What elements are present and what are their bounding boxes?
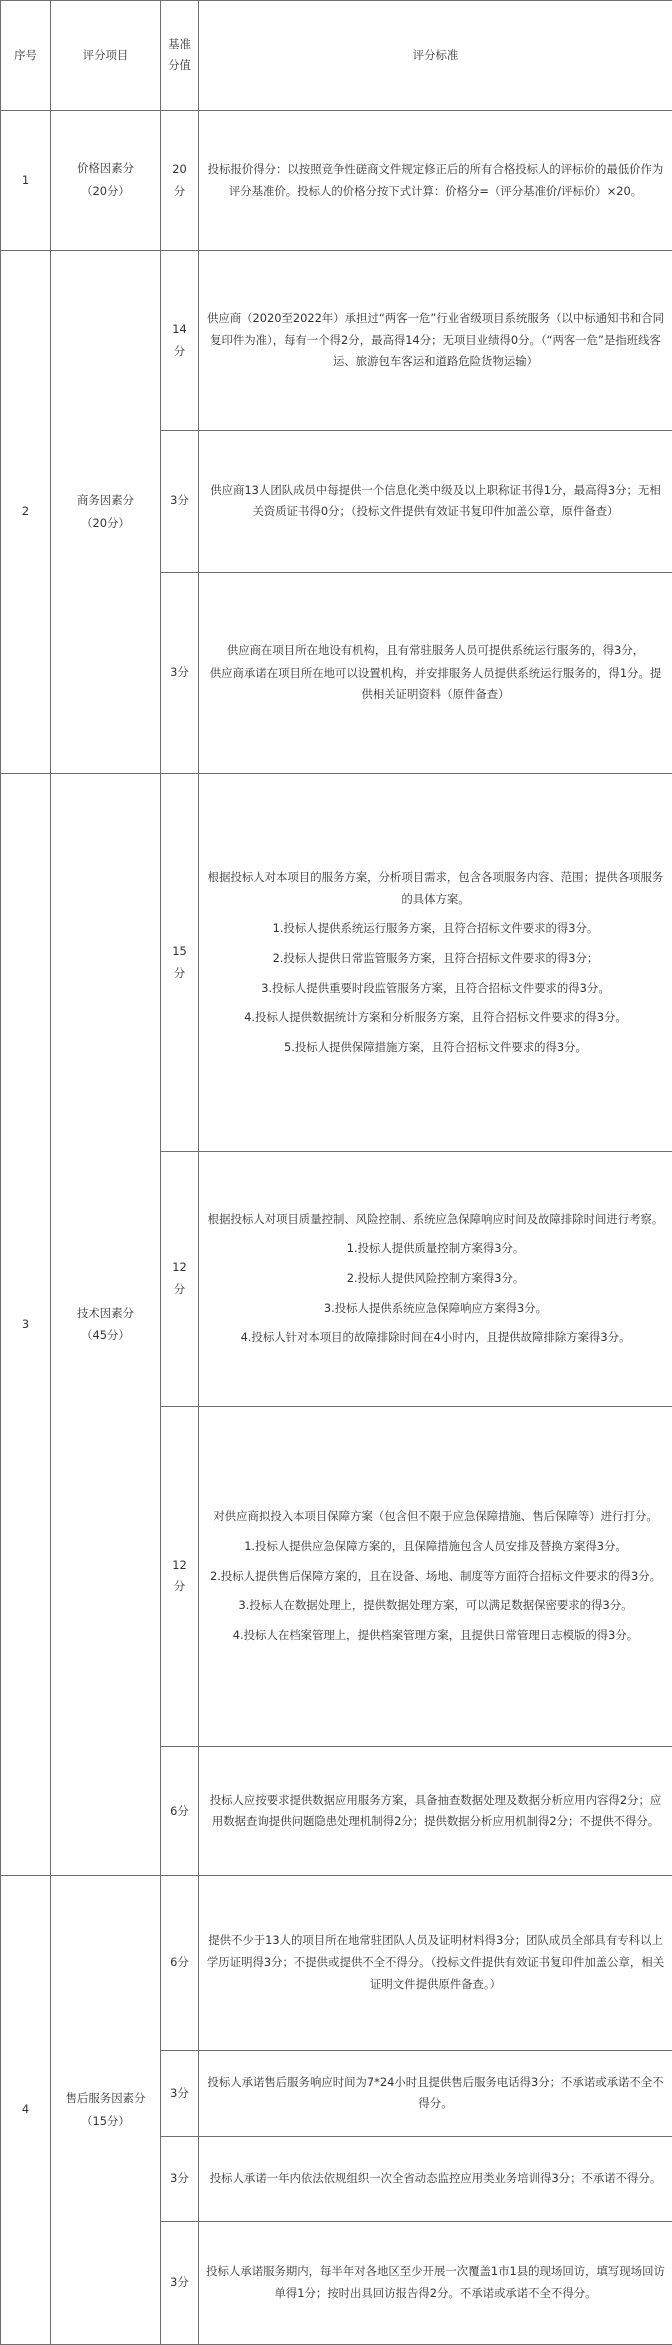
standard-line: 4.投标人提供数据统计方案和分析服务方案，且符合招标文件要求的得3分。 xyxy=(244,1010,627,1025)
group-item-name: 商务因素分 xyxy=(77,493,134,508)
standard-line: 供应商13人团队成员中每提供一个信息化类中级及以上职称证书得1分，最高得3分；无相关资质证书得0分；（投标文件提供有效证书复印件加盖公章，原件备查） xyxy=(210,482,661,519)
standard-line: 4.投标人在档案管理上，提供档案管理方案，且提供日常管理日志模版的得3分。 xyxy=(232,1627,639,1642)
group-item-name: 价格因素分 xyxy=(77,161,134,176)
standard-line: 根据投标人对本项目的服务方案，分析项目需求，包含各项服务内容、范围；提供各项服务的具体方案。 xyxy=(207,869,664,906)
table-row xyxy=(1,251,672,430)
row-standard xyxy=(199,430,672,572)
table-row xyxy=(1,110,672,251)
row-standard xyxy=(199,1747,672,1876)
row-standard xyxy=(199,572,672,773)
header-standard: 评分标准 xyxy=(199,1,672,111)
group-item-points: （45分） xyxy=(81,1328,130,1343)
standard-line: 1.投标人提供质量控制方案得3分。 xyxy=(346,1241,525,1256)
header-item: 评分项目 xyxy=(51,1,161,111)
row-standard xyxy=(199,2222,672,2345)
row-score: 20分 xyxy=(161,110,199,251)
group-item-cell xyxy=(51,774,161,1876)
standard-line: 投标人承诺售后服务响应时间为7*24小时且提供售后服务电话得3分；不承诺或承诺不全不得分。 xyxy=(207,2074,664,2111)
group-item-cell xyxy=(51,1876,161,2345)
standard-line: 投标人应按要求提供数据应用服务方案，具备抽查数据处理及数据分析应用内容得2分；应用数据查询提供问题隐患处理机制得2分；提供数据分析应用机制得2分；不提供不得分。 xyxy=(209,1792,662,1829)
group-item-points: （15分） xyxy=(81,2113,130,2128)
group-item-cell xyxy=(51,110,161,251)
row-standard xyxy=(199,2050,672,2136)
row-standard xyxy=(199,2137,672,2222)
group-item-name: 售后服务因素分 xyxy=(65,2091,146,2106)
row-score: 14分 xyxy=(161,251,199,430)
standard-line: 投标报价得分：以按照竞争性磋商文件规定修正后的所有合格投标人的评标价的最低价作为评分基准价。投标人的价格分按下式计算：价格分=（评分基准价/评标价）×20。 xyxy=(207,161,664,198)
row-standard xyxy=(199,251,672,430)
row-score: 12分 xyxy=(161,1152,199,1406)
row-score: 15分 xyxy=(161,774,199,1152)
table-row xyxy=(1,774,672,1152)
table-header-row xyxy=(1,1,672,111)
row-score: 3分 xyxy=(161,2137,199,2222)
row-score: 6分 xyxy=(161,1876,199,2050)
standard-line: 1.投标人提供应急保障方案的，且保障措施包含人员安排及替换方案得3分。 xyxy=(244,1538,627,1553)
header-score: 基准分值 xyxy=(161,1,199,111)
header-no: 序号 xyxy=(1,1,51,111)
standard-line: 5.投标人提供保障措施方案，且符合招标文件要求的得3分。 xyxy=(284,1039,587,1054)
standard-line: 2.投标人提供风险控制方案得3分。 xyxy=(346,1271,525,1286)
row-standard xyxy=(199,110,672,251)
group-item-points: （20分） xyxy=(81,184,130,199)
row-standard xyxy=(199,1406,672,1747)
group-number: 3 xyxy=(1,774,51,1876)
standard-line: 根据投标人对项目质量控制、风险控制、系统应急保障响应时间及故障排除时间进行考察。 xyxy=(207,1211,664,1226)
row-score: 12分 xyxy=(161,1406,199,1747)
row-score: 3分 xyxy=(161,2222,199,2345)
row-score: 3分 xyxy=(161,430,199,572)
row-standard xyxy=(199,1152,672,1406)
standard-line: 投标人承诺服务期内，每半年对各地区至少开展一次覆盖1市1县的现场回访，填写现场回访单得1分；按时出具回访报告得2分。不承诺或承诺不全不得分。 xyxy=(206,2264,665,2301)
row-standard xyxy=(199,774,672,1152)
standard-line: 提供不少于13人的项目所在地常驻团队人员及证明材料得3分；团队成员全部具有专科以上学历证明得3分；不提供或提供不全不得分。（投标文件提供有效证书复印件加盖公章，相关证明文件提供原件备查。） xyxy=(206,1933,665,1991)
group-number: 1 xyxy=(1,110,51,251)
standard-line: 4.投标人针对本项目的故障排除时间在4小时内，且提供故障排除方案得3分。 xyxy=(240,1330,631,1345)
standard-line: 2.投标人提供售后保障方案的，且在设备、场地、制度等方面符合招标文件要求的得3分。 xyxy=(210,1568,661,1583)
row-standard xyxy=(199,1876,672,2050)
group-item-cell xyxy=(51,251,161,774)
standard-line: 3.投标人提供重要时段监管服务方案，且符合招标文件要求的得3分。 xyxy=(261,980,610,995)
standard-line: 2.投标人提供日常监管服务方案，且符合招标文件要求的得3分； xyxy=(272,950,599,965)
row-score: 6分 xyxy=(161,1747,199,1876)
table-row xyxy=(1,1876,672,2050)
standard-line: 供应商在项目所在地设有机构，且有常驻服务人员可提供系统运行服务的，得3分， xyxy=(226,642,645,657)
standard-line: 1.投标人提供系统运行服务方案，且符合招标文件要求的得3分。 xyxy=(272,921,599,936)
row-score: 3分 xyxy=(161,572,199,773)
group-number: 4 xyxy=(1,1876,51,2345)
group-item-points: （20分） xyxy=(81,515,130,530)
group-number: 2 xyxy=(1,251,51,774)
standard-line: 3.投标人在数据处理上，提供数据处理方案，可以满足数据保密要求的得3分。 xyxy=(238,1598,633,1613)
standard-line: 投标人承诺一年内依法依规组织一次全省动态监控应用类业务培训得3分；不承诺不得分。 xyxy=(209,2171,662,2186)
standard-line: 供应商（2020至2022年）承担过“两客一危”行业省级项目系统服务（以中标通知书和合同复印件为准），每有一个得2分，最高得14分；无项目业绩得0分。（“两客一危”是指班线客运、旅游包车客运和道路危险货物运输） xyxy=(206,311,665,369)
standard-line: 对供应商拟投入本项目保障方案（包含但不限于应急保障措施、售后保障等）进行打分。 xyxy=(213,1509,658,1524)
standard-line: 3.投标人提供系统应急保障响应方案得3分。 xyxy=(323,1300,548,1315)
group-item-name: 技术因素分 xyxy=(77,1305,134,1320)
standard-line: 供应商承诺在项目所在地可以设置机构，并安排服务人员提供系统运行服务的，得1分。提供相关证明资料（原件备查） xyxy=(209,665,662,702)
row-score: 3分 xyxy=(161,2050,199,2136)
